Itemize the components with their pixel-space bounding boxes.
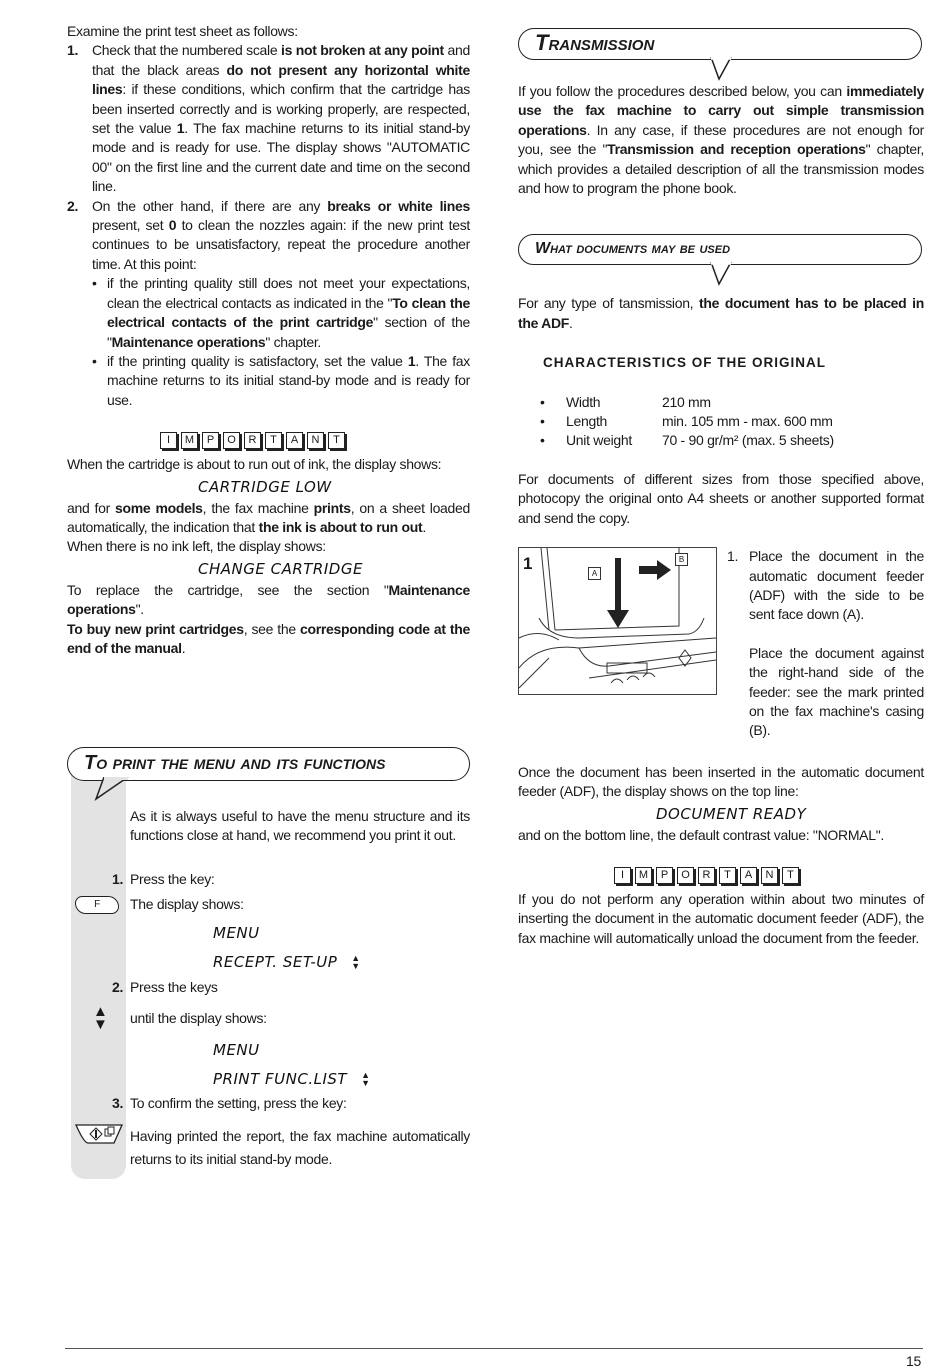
section-title: To print the menu and its functions (84, 752, 386, 774)
step-number: 2. (112, 978, 124, 995)
bullet-item-1 (67, 274, 470, 352)
step-1-text: Press the key: (130, 870, 215, 887)
important-letter: A (286, 432, 303, 449)
item-1-text (92, 41, 470, 196)
lcd-recept-setup: RECEPT. SET-UP (213, 952, 338, 971)
buy-text (67, 620, 470, 659)
important-letter: I (160, 432, 177, 449)
up-down-small-icon: ▲ ▼ (361, 1070, 370, 1089)
bold-text-run: corresponding code at the end of the manual (67, 620, 470, 656)
label-b: B (675, 553, 688, 566)
text-run: . In any case, if these procedures are not enough for you, see the " (518, 121, 924, 158)
text-run: For any type of tansmission, (518, 295, 700, 312)
bold-text-run: do not present any horizontal white lines (92, 61, 470, 98)
text-run: if the printing quality still does not meet your expectations, clean the electrical contacts as indicated in the " (107, 275, 470, 311)
text-run: If you follow the procedures described below, you can (518, 83, 847, 99)
item-2 (67, 197, 470, 275)
text-run: . The fax machine returns to its initial stand-by mode and is ready for use. The display shows "AUTOMATIC 00" on the first line and the current date and time on the second line. (92, 120, 470, 195)
bold-text-run: is not broken at any point (281, 42, 444, 59)
bold-text-run: Maintenance operations (67, 581, 470, 618)
item-2-text (92, 197, 470, 275)
footer-divider (65, 1348, 923, 1349)
section-title: What documents may be used (535, 240, 731, 258)
bottom-line-text: and on the bottom line, the default contrast value: "NORMAL". (518, 826, 884, 843)
text-run: " chapter. (265, 333, 322, 350)
fax-illustration (518, 547, 717, 695)
no-ink-text: When there is no ink left, the display shows: (67, 538, 326, 555)
text-run: " chapter, which provides a detailed description of all the transmission modes and how to program the phone book. (518, 141, 925, 197)
text-run: " section of the " (107, 314, 470, 350)
place-text-1: Place the document in the automatic document feeder (ADF) with the side to be sent face down (A). (749, 548, 924, 623)
section-header (67, 747, 470, 781)
lcd-change-cartridge: CHANGE CARTRIDGE (198, 559, 363, 578)
transmission-header (518, 28, 922, 60)
bold-text-run: 1 (176, 120, 185, 137)
display-shows-row (94, 895, 470, 914)
bold-text-run: the document has to be placed in the ADF (518, 295, 924, 331)
characteristic-value: 70 - 90 gr/m² (max. 5 sheets) (662, 432, 834, 449)
label-a: A (588, 567, 601, 580)
bold-text-run: To clean the electrical contacts of the print cartridge (107, 294, 470, 331)
step-3 (112, 1094, 470, 1113)
lcd-row (130, 1067, 470, 1091)
up-down-small-icon: ▲ ▼ (351, 952, 360, 971)
important-letter: P (202, 432, 219, 449)
display-shows-text: The display shows: (130, 896, 244, 913)
text-run: , see the (243, 620, 300, 637)
models-text (67, 499, 470, 538)
bold-text-run: breaks or white lines (327, 197, 470, 214)
transmission-text (518, 82, 924, 198)
important-letter: N (761, 867, 778, 884)
inserted-text: Once the document has been inserted in the automatic document feeder (ADF), the display shows on the top line: (518, 763, 924, 800)
characteristics-list (518, 393, 924, 451)
lcd-row (130, 950, 470, 974)
text-run: ". (135, 601, 144, 618)
lcd-menu: MENU (213, 923, 260, 942)
important-letter: O (223, 432, 240, 449)
bullet-2-text (107, 352, 470, 410)
bullet-1-text (107, 274, 470, 352)
fax-machine-drawing (519, 548, 716, 694)
text-run: . (569, 314, 573, 331)
text-run: , the fax machine (202, 499, 314, 516)
important-letter: T (719, 867, 736, 884)
characteristic-label: Width (566, 393, 601, 410)
lcd-print-func-list: PRINT FUNC.LIST (213, 1070, 348, 1089)
until-row (93, 1003, 470, 1034)
up-down-keys-icon: ▲ ▼ (93, 1003, 108, 1034)
text-run: and for (67, 499, 116, 516)
print-menu-section (67, 747, 470, 1171)
bold-text-run: Transmission and reception operations (607, 141, 866, 158)
text-run: to clean the nozzles again: if the new print test continues to be unsatisfactory, repeat the procedure another time. At this point: (92, 217, 470, 272)
characteristic-value: 210 mm (662, 393, 711, 410)
figure-number: 1 (523, 554, 533, 574)
item-1 (67, 41, 470, 196)
menu-intro: As it is always useful to have the menu structure and its functions close at hand, we recommend you print it out. (130, 808, 470, 844)
text-run: . (422, 518, 426, 535)
important-letter: P (656, 867, 673, 884)
important-letter: T (782, 867, 799, 884)
important-label (614, 867, 924, 884)
bullet: • (92, 352, 97, 369)
bold-text-run: immediately use the fax machine to carry out simple transmission operations (518, 83, 924, 138)
important-letter: A (740, 867, 757, 884)
cartridge-text: When the cartridge is about to run out of ink, the display shows: (67, 456, 442, 473)
lcd-cartridge-low: CARTRIDGE LOW (198, 477, 332, 496)
text-run: . (181, 639, 186, 656)
bold-text-run: To buy new print cartridges (67, 620, 244, 637)
sizes-text: For documents of different sizes from those specified above, photocopy the original onto A4 sheets or another supported format and send the copy. (518, 470, 924, 526)
intro-text: Examine the print test sheet as follows: (67, 23, 298, 39)
lcd-document-ready: DOCUMENT READY (656, 804, 807, 823)
text-run: , on a sheet loaded automatically, the indication that (67, 499, 470, 535)
final-row (130, 1125, 470, 1171)
right-column (518, 28, 924, 948)
section-title: Transmission (535, 30, 655, 55)
step-number: 1. (112, 870, 124, 887)
f-key-icon: F (75, 896, 119, 914)
bold-text-run: 0 (168, 217, 177, 234)
characteristic-value: min. 105 mm - max. 600 mm (662, 413, 833, 430)
characteristic-row: • Unit weight 70 - 90 gr/m² (max. 5 sheets) (540, 431, 924, 450)
characteristics-title: CHARACTERISTICS OF THE ORIGINAL (543, 355, 826, 371)
bullet-item-2 (67, 352, 470, 410)
bold-text-run: the ink is about to run out (258, 518, 423, 535)
until-text: until the display shows: (130, 1010, 267, 1027)
text-run: Check that the numbered scale (92, 42, 281, 59)
important-label (160, 432, 470, 449)
place-text-2: Place the document against the right-hand side of the feeder: see the mark printed on the fax machine's casing (B). (749, 644, 924, 739)
important-letter: O (677, 867, 694, 884)
text-run: To replace the cartridge, see the section " (67, 581, 389, 598)
text-run: : if these conditions, which confirm that the cartridge has been inserted correctly and is working properly, are respected, set the value (92, 81, 470, 137)
important-letter: I (614, 867, 631, 884)
bold-text-run: Maintenance operations (111, 333, 266, 350)
text-run: and that the black areas (92, 42, 470, 78)
bullet: • (92, 275, 97, 292)
step-3-text: To confirm the setting, press the key: (130, 1095, 347, 1112)
unload-text: If you do not perform any operation within about two minutes of inserting the document in the automatic document feeder (ADF), the fax machine will automatically unload the document from the feeder. (518, 890, 924, 946)
figure-row (518, 547, 924, 741)
lcd-menu: MENU (213, 1041, 260, 1060)
step-number: 1. (727, 548, 739, 565)
characteristic-row: • Length min. 105 mm - max. 600 mm (540, 412, 924, 431)
important-letter: N (307, 432, 324, 449)
speech-tail (707, 262, 737, 286)
important-letter: T (265, 432, 282, 449)
final-text: Having printed the report, the fax machine automatically returns to its initial stand-by mode. (130, 1127, 470, 1167)
documents-header (518, 234, 922, 265)
step-number: 3. (112, 1095, 124, 1112)
characteristic-row: • Width 210 mm (540, 393, 924, 412)
text-run: present, set (92, 217, 169, 234)
documents-text (518, 294, 924, 333)
characteristic-label: Unit weight (566, 432, 632, 449)
step-2-text: Press the keys (130, 978, 218, 995)
step-1 (112, 870, 470, 889)
text-run: if the printing quality is satisfactory, set the value (107, 352, 408, 369)
important-letter: M (635, 867, 652, 884)
speech-tail (707, 57, 737, 81)
step-2 (112, 978, 470, 997)
left-column (67, 22, 470, 658)
page-number: 15 (906, 1353, 921, 1369)
start-key-icon (74, 1123, 124, 1145)
item-number: 1. (67, 42, 79, 59)
important-letter: R (698, 867, 715, 884)
text-run: . The fax machine returns to its initial stand-by mode and is ready for use. (107, 352, 470, 408)
bold-text-run: prints (313, 499, 351, 516)
bold-text-run: some models (115, 499, 203, 516)
important-letter: M (181, 432, 198, 449)
characteristic-label: Length (566, 413, 608, 430)
bold-text-run: 1 (407, 352, 416, 369)
replace-text (67, 581, 470, 620)
figure-caption (727, 547, 924, 741)
text-run: On the other hand, if there are any (92, 197, 328, 214)
item-number: 2. (67, 197, 79, 214)
important-letter: T (328, 432, 345, 449)
important-letter: R (244, 432, 261, 449)
